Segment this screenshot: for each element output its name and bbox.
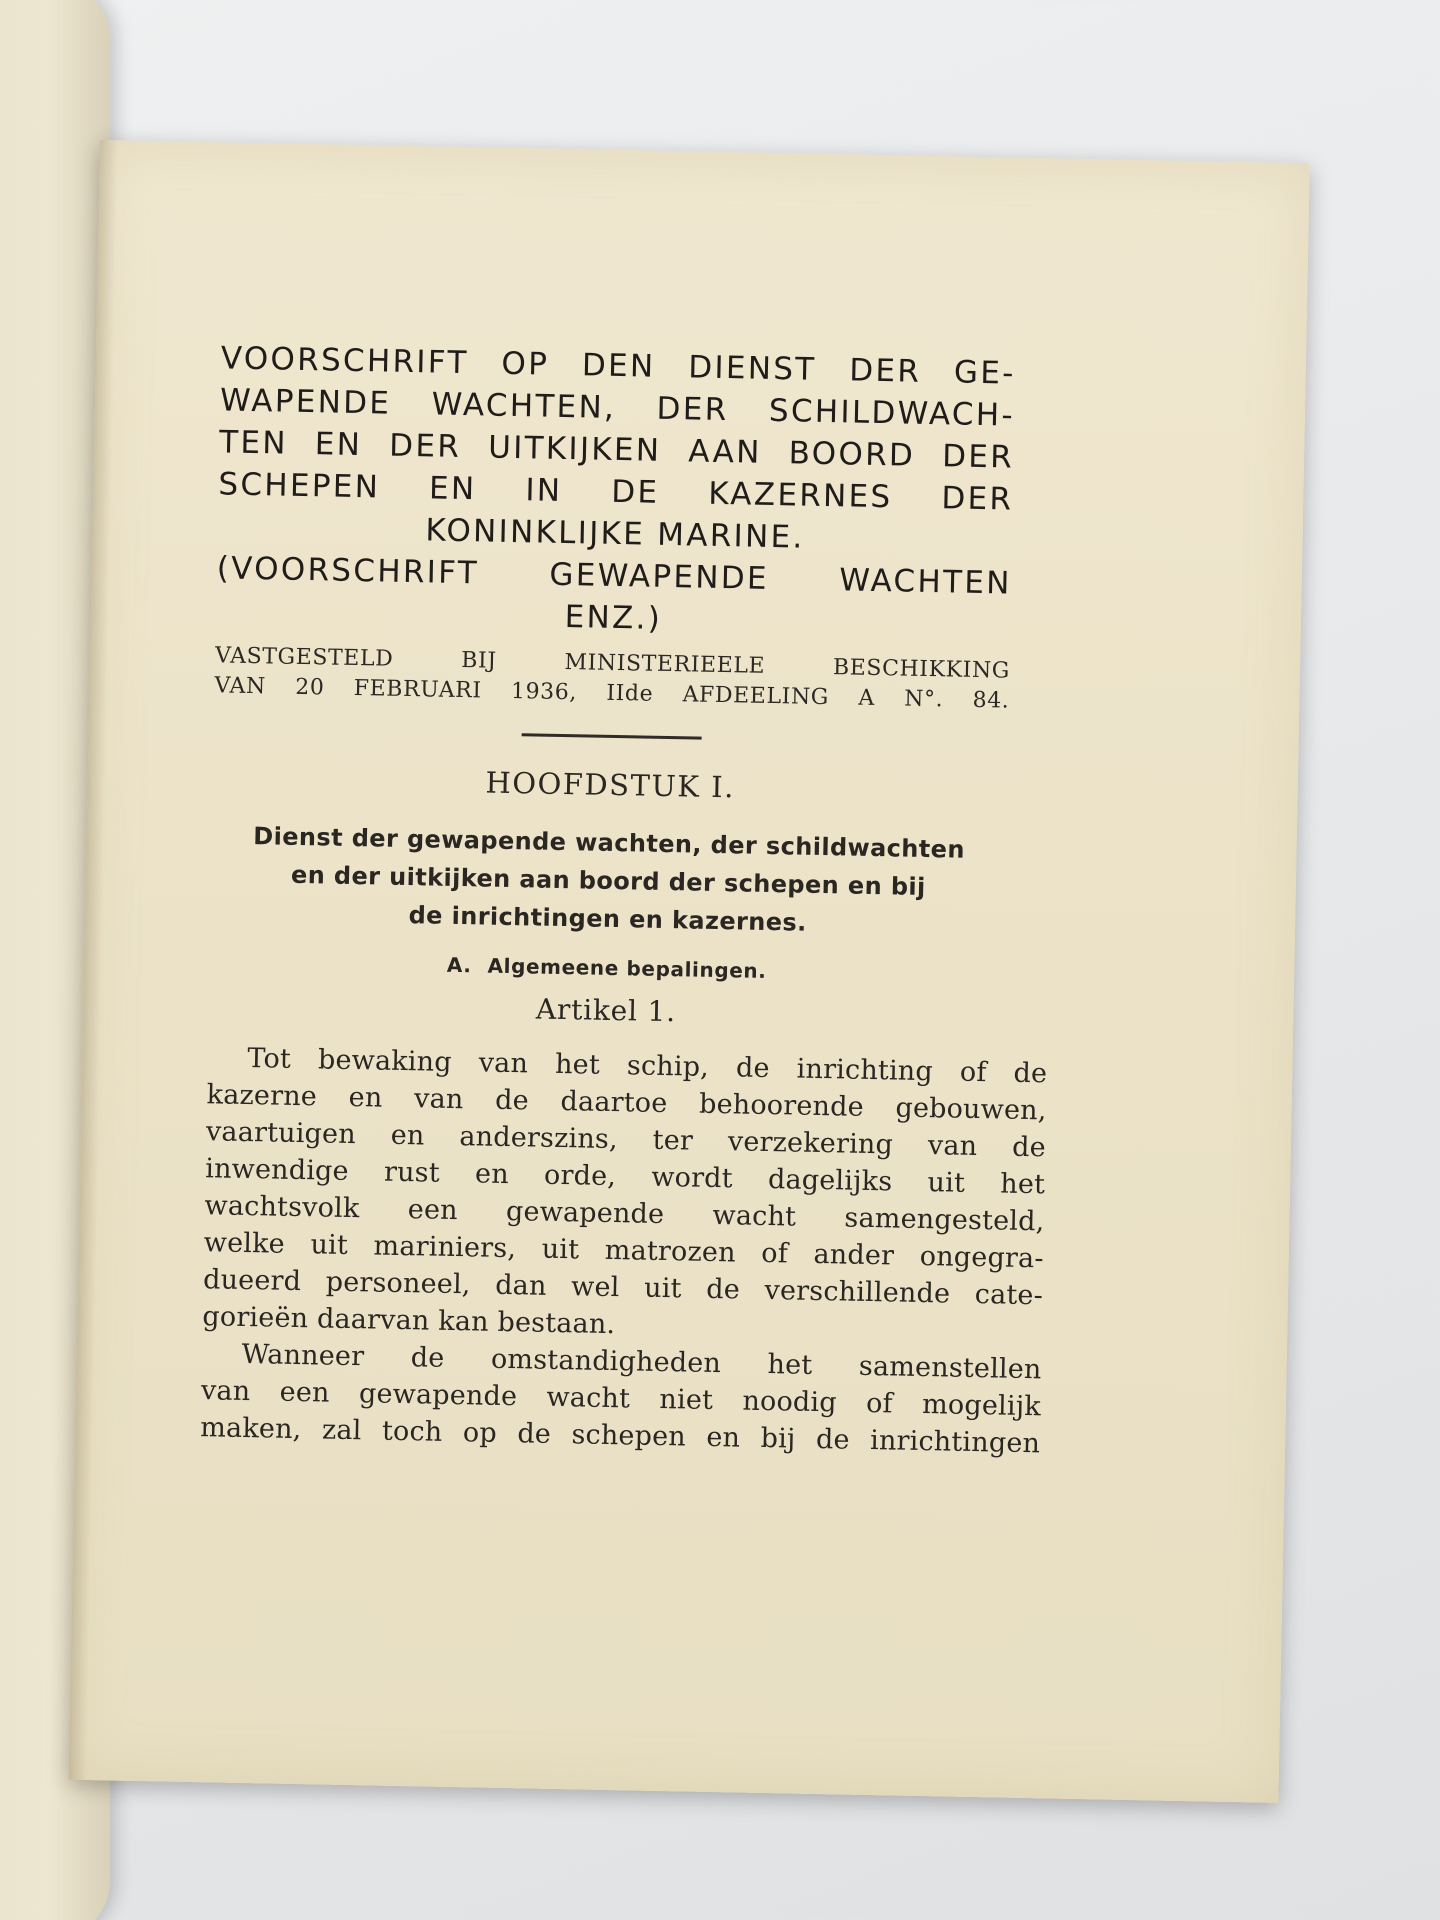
title-line: TEN EN DER UITKIJKEN AAN BOORD DER (218, 424, 1015, 476)
body-line: gorieën daarvan kan bestaan. (202, 1301, 616, 1341)
subtitle-line: (VOORSCHRIFT GEWAPENDE WACHTEN (216, 550, 1012, 602)
book-page (69, 140, 1310, 1803)
body-line: maken, zal toch op de schepen en bij de inrichtingen (200, 1412, 1041, 1460)
chapter-subtitle (210, 816, 1007, 945)
section-letter: A. (446, 952, 472, 978)
decree-line: VASTGESTELD BIJ MINISTERIEELE BESCHIKKING (214, 643, 1011, 684)
article-heading: Artikel 1. (535, 992, 677, 1029)
body-line: Wanneer de omstandigheden het samenstellen (241, 1338, 1042, 1386)
document-title (216, 337, 1016, 646)
body-line: inwendige rust en orde, wordt dagelijks uit het (204, 1153, 1046, 1201)
body-line: welke uit mariniers, uit matrozen of ander ongegra- (203, 1227, 1044, 1275)
body-line: Tot bewaking van het schip, de inrichting of de (247, 1043, 1048, 1090)
title-line: SCHEPEN EN IN DE KAZERNES DER (218, 466, 1014, 518)
page-content (200, 337, 1048, 1461)
body-line: van een gewapende wacht niet noodig of mogelijk (200, 1375, 1042, 1423)
section-heading (209, 948, 1004, 987)
section-title: Algemeene bepalingen. (487, 953, 767, 983)
title-line: WAPENDE WACHTEN, DER SCHILDWACH- (219, 382, 1016, 434)
chapter-subtitle-line: Dienst der gewapende wachten, der schildwachten (253, 822, 966, 864)
decree-statement (214, 641, 1010, 716)
body-line: wachtsvolk een gewapende wacht samengesteld, (204, 1190, 1045, 1238)
decree-line: VAN 20 FEBRUARI 1936, IIde AFDEELING A N°. 84. (214, 673, 1010, 714)
article-body (200, 1039, 1048, 1462)
subtitle-line: ENZ.) (564, 599, 663, 637)
chapter-subtitle-line: en der uitkijken aan boord der schepen en bij (290, 860, 926, 901)
title-line: VOORSCHRIFT OP DEN DIENST DER GE- (220, 340, 1017, 392)
title-line: KONINKLIJKE MARINE. (425, 512, 805, 556)
body-line: dueerd personeel, dan wel uit de verschillende cate- (202, 1264, 1044, 1312)
divider-rule (521, 733, 701, 739)
body-line: kazerne en van de daartoe behoorende gebouwen, (206, 1079, 1047, 1127)
chapter-heading: HOOFDSTUK I. (485, 765, 736, 805)
body-line: vaartuigen en anderszins, ter verzekering van de (205, 1116, 1047, 1164)
chapter-subtitle-line: de inrichtingen en kazernes. (408, 901, 807, 937)
